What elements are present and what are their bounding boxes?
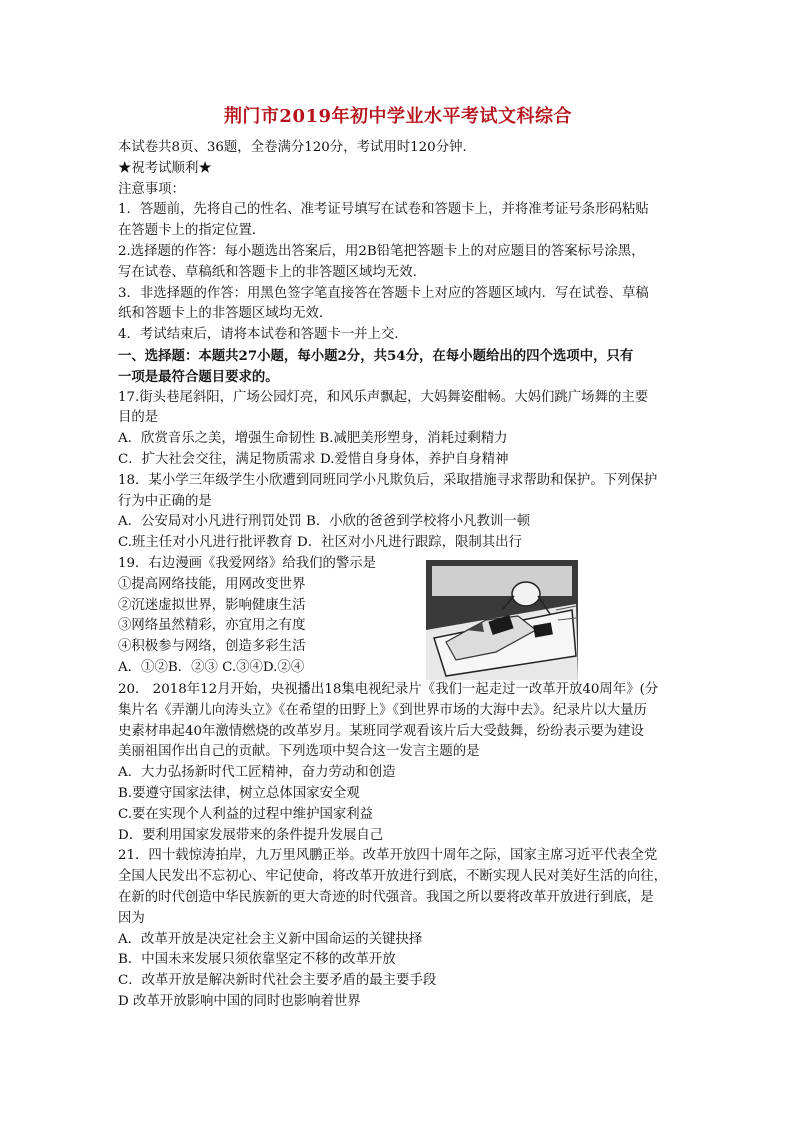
question-21-option: D 改革开放影响中国的同时也影响着世界 [118, 993, 361, 1009]
exam-page [118, 104, 678, 1013]
note-line: 写在试卷、草稿纸和答题卡上的非答题区域均无效． [118, 264, 426, 280]
question-21-option: B．中国未来发展只须依靠坚定不移的改革开放 [118, 952, 396, 968]
question-19-item: ④积极参与网络，创造多彩生活 [118, 639, 306, 655]
intro-line: ★祝考试顺利★ [118, 160, 212, 176]
note-line: 3．非选择题的作答：用黑色签字笔直接答在答题卡上对应的答题区域内．写在试卷、草稿 [118, 285, 649, 301]
question-20-option: C.要在实现个人利益的过程中维护国家利益 [118, 806, 374, 822]
question-20-stem: 集片名《弄潮儿向涛头立》《在希望的田野上》《到世界市场的大海中去》。纪录片以大量历 [118, 702, 647, 718]
question-20-stem: 美丽祖国作出自己的贡献。下列选项中契合这一发言主题的是 [118, 744, 480, 760]
question-21-option: A．改革开放是决定社会主义新中国命运的关键抉择 [118, 931, 423, 947]
page-title: 荆门市2019年初中学业水平考试文科综合 [223, 106, 573, 127]
question-20-option: A．大力弘扬新时代工匠精神，奋力劳动和创造 [118, 765, 396, 781]
question-20-option: B.要遵守国家法律，树立总体国家安全观 [118, 785, 360, 801]
section-heading: 一项是最符合题目要求的。 [118, 368, 279, 385]
question-17-stem: 17.街头巷尾斜阳，广场公园灯亮，和风乐声飘起，大妈舞姿酣畅。大妈们跳广场舞的主要 [118, 389, 649, 405]
question-17-options: C．扩大社会交往，满足物质需求 D.爱惜自身身体，养护自身精神 [118, 451, 509, 467]
note-line: 纸和答题卡上的非答题区域均无效． [118, 306, 333, 322]
question-20-option: D．要利用国家发展带来的条件提升发展自己 [118, 827, 384, 843]
intro-line: 注意事项： [118, 181, 185, 197]
section-heading: 一、选择题：本题共27小题，每小题2分，共54分，在每小题给出的四个选项中，只有 [118, 347, 634, 364]
note-line: 1．答题前，先将自己的性名、准考证号填写在试卷和答题卡上，并将准考证号条形码粘贴 [118, 202, 649, 218]
intro-line: 本试卷共8页、36题，全卷满分120分，考试用时120分钟． [118, 140, 476, 155]
question-17-stem: 目的是 [118, 410, 159, 426]
cartoon-image [426, 560, 578, 680]
question-20-stem: 20． 2018年12月开始，央视播出18集电视纪录片《我们一起走过一改革开放40周年》(分 [118, 681, 659, 697]
question-19-item: ①提高网络技能，用网改变世界 [118, 576, 306, 592]
question-18-options: A．公安局对小凡进行刑罚处罚 B．小欣的爸爸到学校将小凡教训一顿 [118, 514, 531, 530]
question-21-stem: 21．四十载惊涛拍岸，九万里风鹏正举。改革开放四十周年之际，国家主席习近平代表全党 [118, 848, 658, 864]
note-line: 在答题卡上的指定位置． [118, 223, 266, 239]
question-18-options: C.班主任对小凡进行批评教育 D．社区对小凡进行跟踪，限制其出行 [118, 535, 522, 551]
question-19-item: ③网络虽然精彩，亦宜用之有度 [118, 618, 306, 634]
question-19-block [118, 554, 678, 680]
question-21-stem: 因为 [118, 910, 145, 926]
question-19-stem: 19．右边漫画《我爱网络》给我们的警示是 [118, 555, 377, 571]
question-19-options: A．①②B．②③ C.③④D.②④ [118, 659, 305, 675]
note-line: 2.选择题的作答：每小题选出答案后，用2B铅笔把答题卡上的对应题目的答案标号涂黑， [118, 243, 645, 259]
question-21-option: C．改革开放是解决新时代社会主要矛盾的最主要手段 [118, 973, 437, 989]
question-19-item: ②沉迷虚拟世界，影响健康生活 [118, 597, 306, 613]
question-18-stem: 18．某小学三年级学生小欣遭到同班同学小凡欺负后，采取措施寻求帮助和保护。下列保护 [118, 472, 658, 488]
question-20-stem: 史素材串起40年激情燃烧的改革岁月。某班同学观看该片后大受鼓舞，纷纷表示要为建设 [118, 723, 644, 739]
question-21-stem: 全国人民发出不忘初心、牢记使命，将改革开放进行到底，不断实现人民对美好生活的向往， [118, 869, 668, 885]
note-line: 4．考试结束后，请将本试卷和答题卡一并上交． [118, 327, 408, 343]
question-21-stem: 在新的时代创造中华民族新的更大奇迹的时代强音。我国之所以要将改革开放进行到底，是 [118, 889, 654, 905]
question-18-stem: 行为中正确的是 [118, 493, 212, 509]
question-17-options: A．欣赏音乐之美，增强生命韧性 B.减肥美形塑身，消耗过剩精力 [118, 431, 508, 447]
